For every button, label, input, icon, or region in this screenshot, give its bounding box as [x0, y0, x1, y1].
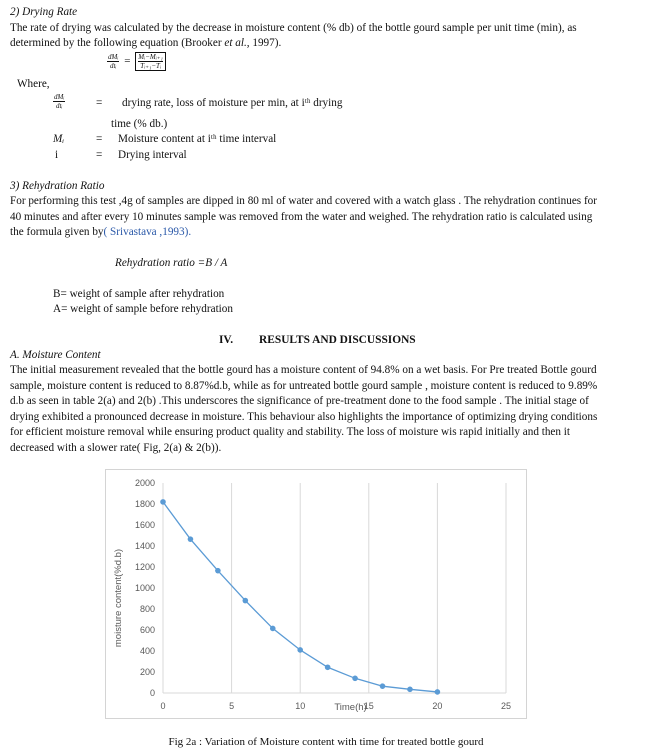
drying-rate-equation — [107, 52, 166, 71]
chart-gridlines — [163, 483, 506, 693]
def1-text: drying rate, loss of moisture per min, at iᵗʰ drying — [122, 97, 343, 109]
moisture-chart-svg — [106, 470, 526, 718]
figure-caption: Fig 2a : Variation of Moisture content with time for treated bottle gourd — [168, 736, 484, 748]
def1-denominator: dtᵢ — [55, 102, 63, 110]
results-line4: drying exhibited a pronounced decrease in moisture. This behaviour also highlights the importance of optimizing drying conditions — [10, 411, 598, 423]
def1-continuation: time (% db.) — [111, 118, 168, 130]
eq-rhs-denominator: Tᵢ₊₁−Tᵢ — [140, 62, 162, 70]
results-heading-text: RESULTS AND DISCUSSIONS — [259, 334, 416, 346]
data-point — [215, 568, 221, 574]
eq-equals: = — [124, 54, 131, 67]
data-point — [352, 676, 358, 682]
y-tick-label: 1800 — [134, 499, 155, 509]
eq-rhs-fraction — [135, 52, 166, 71]
x-tick-label: 0 — [160, 701, 166, 711]
data-point — [188, 536, 194, 542]
x-tick-label: 15 — [363, 701, 374, 711]
rehydration-heading: 3) Rehydration Ratio — [10, 180, 105, 192]
results-line3: d.b as seen in table 2(a) and 2(b) .This underscores the significance of pre-treatment done to the food sample . The initial stage of — [10, 395, 589, 407]
eq-lhs-fraction — [107, 53, 119, 70]
moisture-chart — [105, 469, 527, 719]
x-tick-label: 25 — [500, 701, 512, 711]
data-point — [407, 687, 413, 693]
def1-equals: = — [96, 97, 103, 109]
rehydration-a-definition: A= weight of sample before rehydration — [53, 303, 233, 315]
paragraph-text: determined by the following equation (Brooker — [10, 37, 225, 49]
rehydration-line1: For performing this test ,4g of samples are dipped in 80 ml of water and covered with a watch glass . The rehydration continues for — [10, 195, 597, 207]
data-point — [160, 499, 166, 505]
results-heading-number: IV. — [219, 334, 234, 346]
def1-numerator: dMᵢ — [54, 93, 65, 101]
y-tick-label: 400 — [139, 646, 155, 656]
y-tick-label: 1600 — [134, 520, 155, 530]
results-heading — [219, 333, 416, 349]
y-tick-label: 0 — [149, 688, 155, 698]
data-point — [380, 683, 386, 689]
def2-symbol: Mᵢ — [53, 133, 65, 145]
y-tick-label: 1200 — [134, 562, 155, 572]
citation-et-al: et al., — [224, 37, 250, 49]
def2-equals: = — [96, 133, 103, 145]
paragraph-text: 1997). — [249, 37, 282, 49]
eq-rhs-numerator: Mᵢ−Mᵢ₊₁ — [138, 53, 163, 61]
x-tick-label: 5 — [229, 701, 235, 711]
y-tick-label: 600 — [139, 625, 155, 635]
y-tick-label: 200 — [139, 667, 155, 677]
data-point — [270, 626, 276, 632]
results-line1: The initial measurement revealed that the bottle gourd has a moisture content of 94.8% on a wet basis. For Pre treated Bottle gourd — [10, 364, 597, 376]
y-tick-label: 1400 — [134, 541, 155, 551]
x-tick-label: 10 — [295, 701, 306, 711]
data-point — [435, 689, 441, 695]
results-line2: sample, moisture content is reduced to 8.87%d.b, while as for untreated bottle gourd sample , moisture content is reduced to 9.89% — [10, 380, 598, 392]
results-line5: for efficient moisture removal while ensuring product quality and stability. The loss of moisture wis rapid initially and then it — [10, 426, 570, 438]
data-point — [243, 598, 249, 604]
moisture-content-subheading: A. Moisture Content — [10, 349, 101, 361]
y-tick-label: 1000 — [134, 583, 155, 593]
data-point — [297, 647, 303, 653]
def3-text: Drying interval — [118, 149, 187, 161]
paragraph-text: the formula given by — [10, 226, 104, 238]
eq-lhs-numerator: dMᵢ — [108, 53, 119, 61]
citation-link[interactable]: ( Srivastava ,1993). — [103, 226, 192, 238]
rehydration-b-definition: B= weight of sample after rehydration — [53, 288, 225, 300]
x-tick-label: 20 — [432, 701, 443, 711]
def1-fraction — [53, 93, 65, 110]
drying-rate-paragraph-line1: The rate of drying was calculated by the decrease in moisture content (% db) of the bottle gourd sample per unit time (min), as — [10, 22, 577, 34]
data-point — [325, 664, 331, 670]
chart-y-axis-label: moisture content(%d.b) — [113, 548, 124, 648]
y-tick-label: 2000 — [134, 478, 155, 488]
chart-tick-labels — [135, 478, 511, 711]
rehydration-formula: Rehydration ratio =B / A — [115, 257, 228, 269]
y-tick-label: 800 — [139, 604, 155, 614]
where-label: Where, — [17, 78, 50, 90]
rehydration-line3 — [10, 225, 191, 241]
drying-rate-paragraph-line2 — [10, 36, 281, 52]
eq-lhs-denominator: dtᵢ — [109, 62, 117, 70]
results-line6: decreased with a slower rate( Fig, 2(a) & 2(b)). — [10, 442, 222, 454]
drying-rate-heading: 2) Drying Rate — [10, 6, 78, 18]
rehydration-line2: 40 minutes and after every 10 minutes sample was removed from the water and weighed. The rehydration ratio is calculated using — [10, 211, 593, 223]
def2-text: Moisture content at iᵗʰ time interval — [118, 133, 277, 145]
def1-symbol — [53, 93, 65, 110]
chart-x-axis-label: Time(h) — [334, 702, 367, 713]
def3-equals: = — [96, 149, 103, 161]
def3-symbol: i — [55, 149, 59, 161]
